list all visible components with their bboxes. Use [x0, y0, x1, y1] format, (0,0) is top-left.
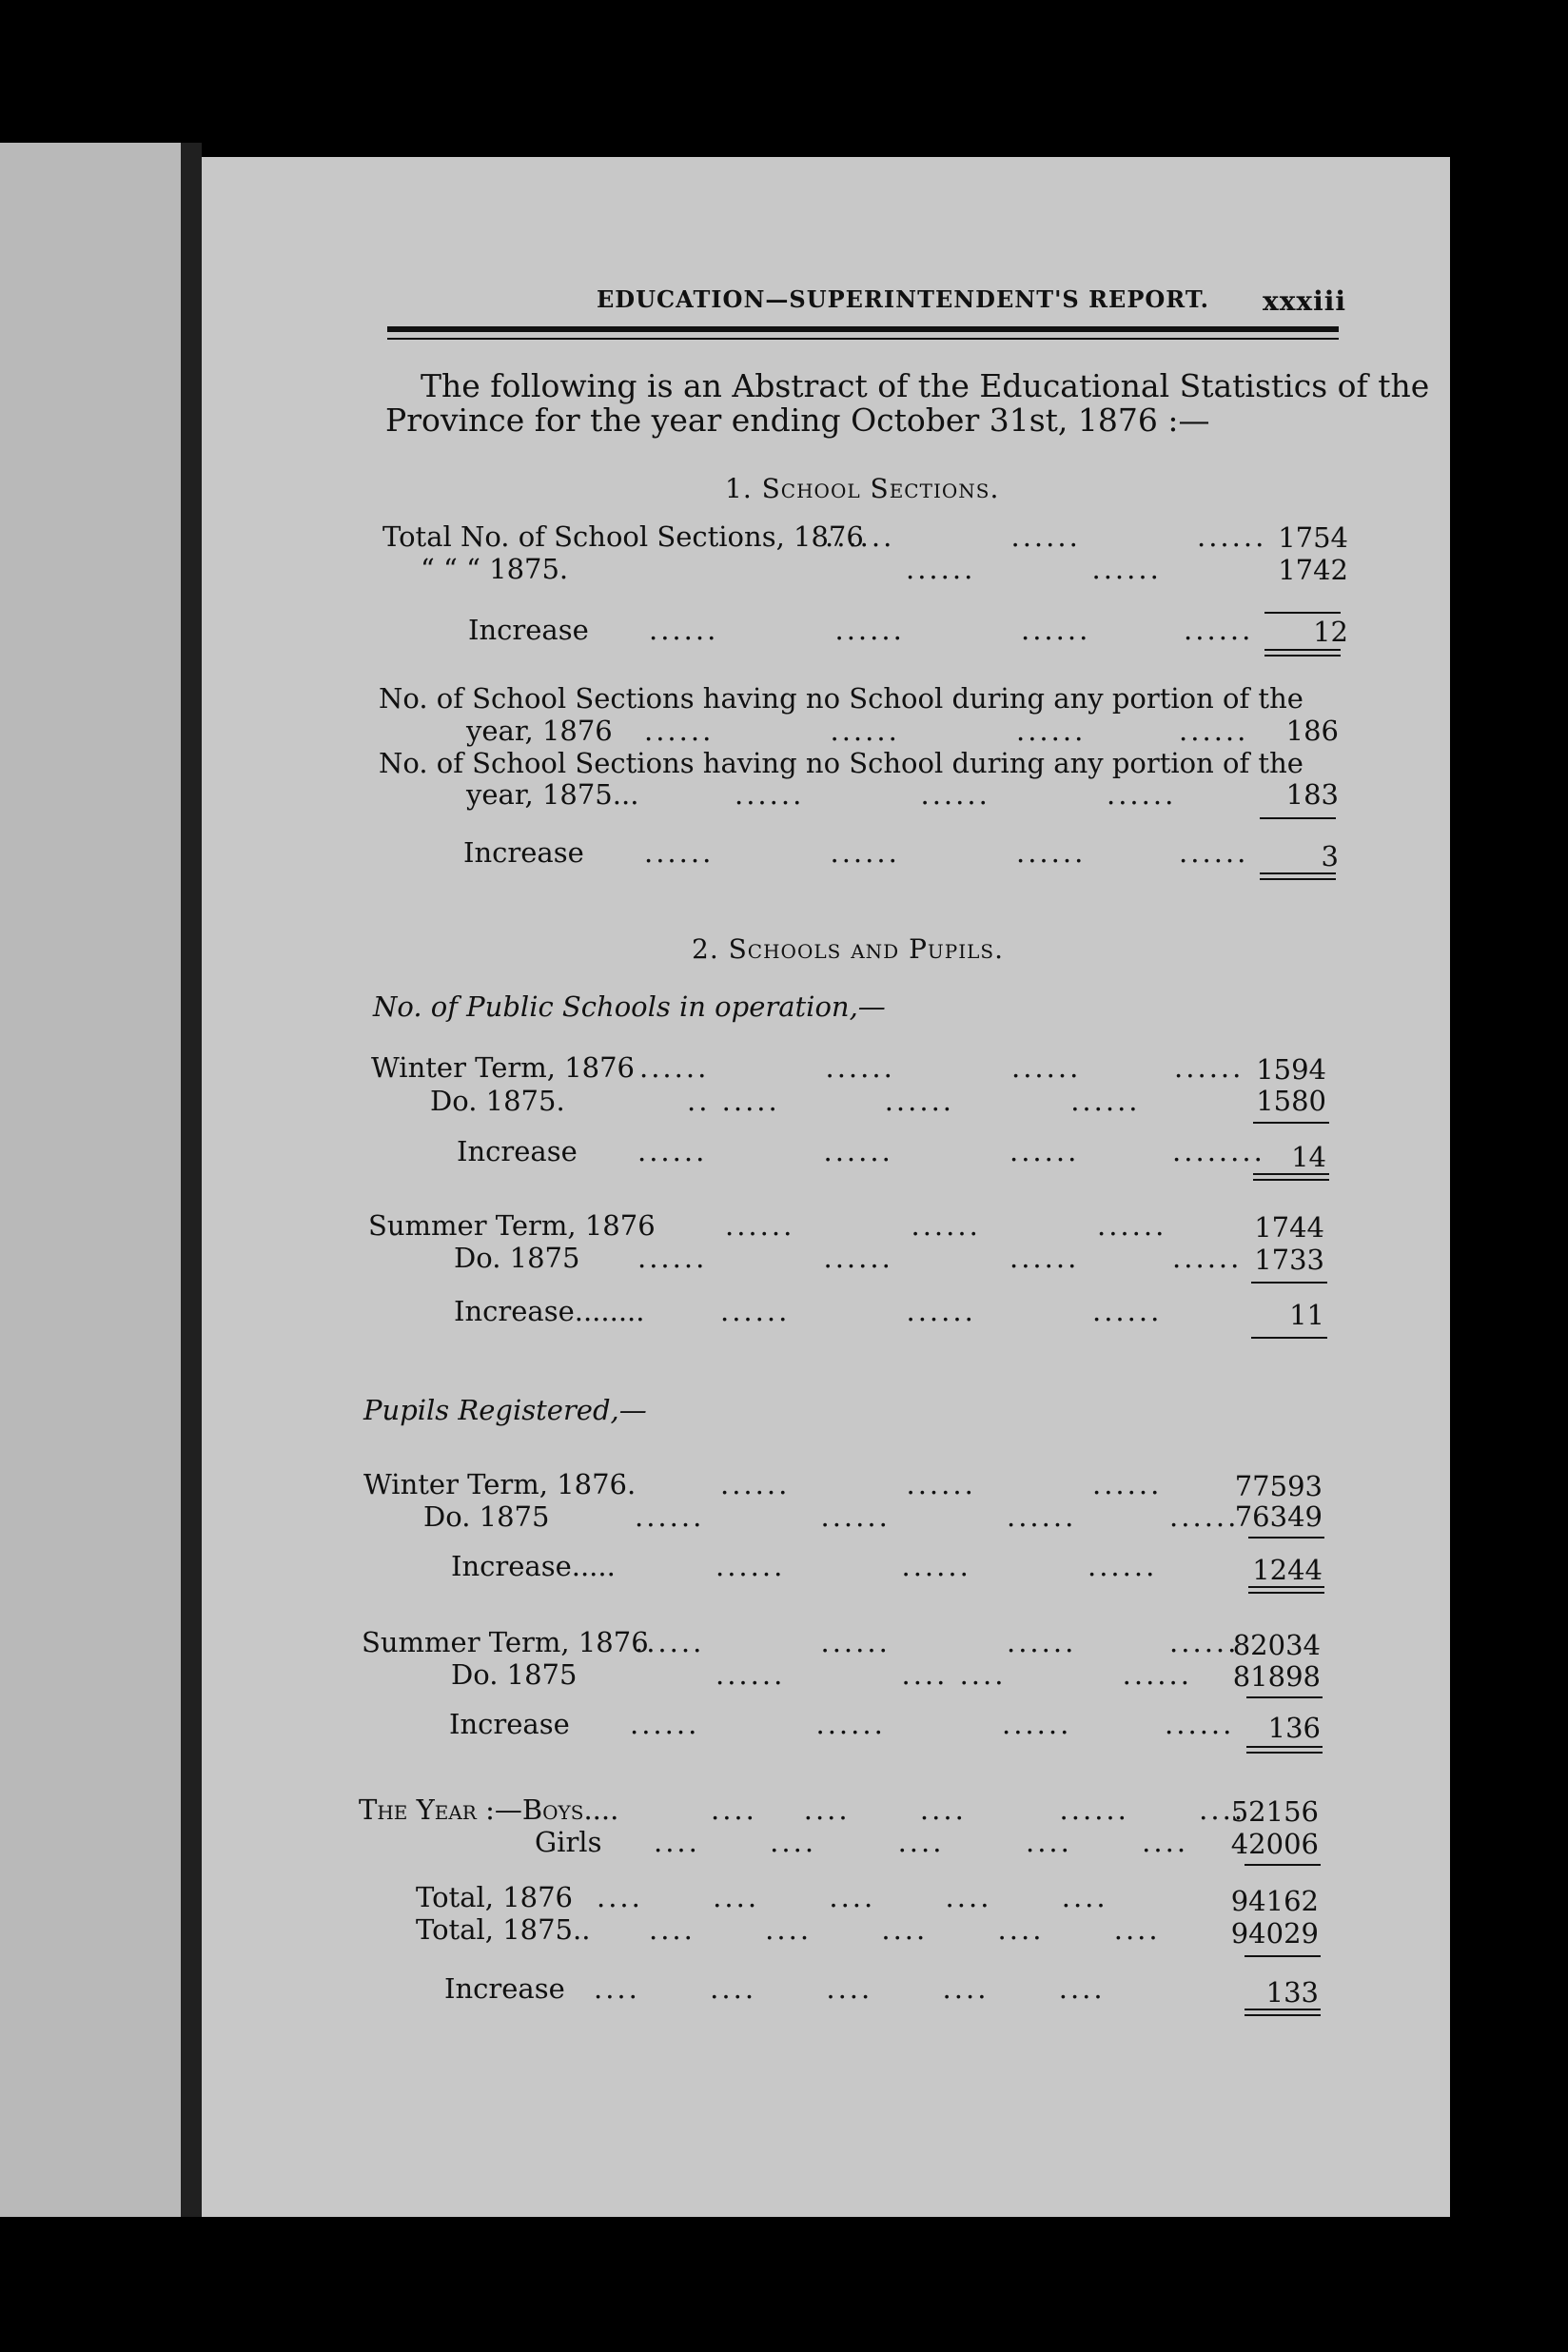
- leader-dots: ...... .... .... ......: [715, 1658, 1192, 1691]
- leader-dots: ...... ...... ...... ......: [639, 1051, 1245, 1084]
- row-value: 11: [1289, 1299, 1324, 1331]
- row-label: The Year :—Boys....: [359, 1793, 619, 1826]
- row-value: 136: [1267, 1712, 1321, 1744]
- sum-rule: [1253, 1122, 1329, 1124]
- leader-dots: ...... ...... ......: [825, 520, 1267, 553]
- left-page-edge: [0, 143, 190, 2217]
- double-rule: [1253, 1179, 1329, 1181]
- row-value: 133: [1265, 1976, 1319, 2009]
- double-rule: [1264, 649, 1341, 651]
- leader-dots: ...... ...... ...... ......: [649, 614, 1254, 646]
- running-header: EDUCATION—SUPERINTENDENT'S REPORT.: [597, 285, 1209, 313]
- leader-dots: .... .... .... .... ....: [649, 1913, 1161, 1946]
- intro-line-1: The following is an Abstract of the Educational Statistics of the: [421, 367, 1430, 404]
- row-label: Do. 1875.: [430, 1085, 565, 1117]
- leader-dots: ...... ...... ...... ........: [637, 1135, 1265, 1167]
- row-value: 1744: [1254, 1211, 1324, 1244]
- row-label: Increase: [457, 1135, 578, 1167]
- row-value: 1754: [1278, 521, 1348, 554]
- header-rule-thick: [387, 326, 1339, 332]
- row-label: Increase: [468, 614, 589, 646]
- row-label: Increase........: [454, 1295, 645, 1327]
- row-label: Increase: [444, 1972, 565, 2005]
- row-label: Do. 1875: [423, 1500, 550, 1533]
- sum-rule: [1260, 817, 1336, 819]
- sum-rule: [1245, 1955, 1321, 1957]
- leader-dots: ...... ...... ......: [735, 778, 1177, 811]
- leader-dots: .. ..... ...... ......: [687, 1085, 1141, 1117]
- row-value: 77593: [1234, 1470, 1323, 1502]
- page-number: xxxiii: [1263, 285, 1346, 317]
- row-label: Winter Term, 1876: [371, 1051, 636, 1084]
- row-value: 1580: [1256, 1085, 1326, 1117]
- header-rule-thin: [387, 338, 1339, 340]
- double-rule: [1245, 2009, 1321, 2010]
- row-value: 1733: [1254, 1244, 1324, 1276]
- row-label: Increase: [463, 836, 584, 869]
- leader-dots: ...... ...... ...... ......: [637, 1242, 1243, 1274]
- row-value: 94029: [1230, 1917, 1319, 1950]
- leader-dots: ...... ...... ......: [720, 1468, 1163, 1500]
- double-rule: [1260, 878, 1336, 880]
- row-value: 12: [1313, 616, 1348, 648]
- sum-rule: [1245, 1864, 1321, 1866]
- leader-dots: ...... ...... ......: [715, 1550, 1158, 1582]
- row-label: Total No. of School Sections, 1876: [382, 520, 864, 553]
- leader-dots: ...... ...... ......: [725, 1209, 1167, 1242]
- row-label: Summer Term, 1876: [362, 1626, 649, 1658]
- row-label: Total, 1876: [416, 1881, 574, 1913]
- leader-dots: ...... ......: [906, 553, 1162, 585]
- sum-rule: [1251, 1282, 1327, 1284]
- intro-line-2: Province for the year ending October 31st, 1876 :—: [385, 402, 1210, 439]
- leader-dots: ...... ...... ......: [720, 1295, 1163, 1327]
- leader-dots: ...... ...... ...... ......: [630, 1708, 1235, 1740]
- row-label: Girls: [535, 1826, 602, 1858]
- section-1-heading: 1. School Sections.: [725, 473, 1000, 504]
- sum-rule: [1246, 1696, 1323, 1698]
- double-rule: [1253, 1173, 1329, 1175]
- row-value: 3: [1321, 840, 1339, 872]
- row-value: 1594: [1256, 1053, 1326, 1086]
- leader-dots: .... .... .... ...... ....: [711, 1793, 1246, 1826]
- row-label: No. of School Sections having no School during any portion of the: [379, 747, 1303, 779]
- row-label: Do. 1875: [451, 1658, 578, 1691]
- row-value: 186: [1285, 715, 1339, 747]
- double-rule: [1248, 1592, 1324, 1594]
- section-2-heading: 2. Schools and Pupils.: [692, 933, 1005, 965]
- leader-dots: ...... ...... ...... ......: [644, 836, 1249, 869]
- row-value: 183: [1285, 778, 1339, 811]
- row-label: Winter Term, 1876.: [363, 1468, 637, 1500]
- row-value: 81898: [1232, 1660, 1321, 1693]
- double-rule: [1248, 1586, 1324, 1588]
- leader-dots: ...... ...... ...... ......: [635, 1626, 1240, 1658]
- sum-rule: [1251, 1337, 1327, 1339]
- double-rule: [1245, 2014, 1321, 2016]
- leader-dots: .... .... .... .... ....: [654, 1826, 1189, 1858]
- row-value: 82034: [1232, 1629, 1321, 1661]
- row-label: Increase: [449, 1708, 570, 1740]
- row-label: year, 1875...: [466, 778, 639, 811]
- row-value: 1742: [1278, 554, 1348, 586]
- subheading-pupils-registered: Pupils Registered,—: [363, 1394, 647, 1426]
- row-label: Total, 1875..: [416, 1913, 591, 1946]
- leader-dots: ...... ...... ...... ......: [644, 715, 1249, 747]
- double-rule: [1246, 1752, 1323, 1754]
- row-label: “ “ “ 1875.: [421, 553, 569, 585]
- row-label: Summer Term, 1876: [368, 1209, 656, 1242]
- row-label: Increase.....: [451, 1550, 616, 1582]
- double-rule: [1260, 872, 1336, 874]
- leader-dots: ...... ...... ...... ......: [635, 1500, 1240, 1533]
- leader-dots: .... .... .... .... ....: [597, 1881, 1108, 1913]
- row-value: 14: [1291, 1141, 1326, 1173]
- page: [202, 157, 1450, 2217]
- book-gutter: [181, 143, 202, 2217]
- leader-dots: .... .... .... .... ....: [594, 1972, 1106, 2005]
- sum-rule: [1248, 1537, 1324, 1539]
- row-value: 52156: [1230, 1795, 1319, 1828]
- double-rule: [1246, 1746, 1323, 1748]
- row-label: No. of School Sections having no School during any portion of the: [379, 682, 1303, 715]
- sum-rule: [1264, 612, 1341, 614]
- subheading-public-schools: No. of Public Schools in operation,—: [373, 990, 886, 1023]
- row-label: Do. 1875: [454, 1242, 580, 1274]
- row-value: 1244: [1252, 1554, 1323, 1586]
- row-label: year, 1876: [466, 715, 613, 747]
- double-rule: [1264, 655, 1341, 657]
- row-value: 76349: [1234, 1500, 1323, 1533]
- row-value: 42006: [1230, 1828, 1319, 1860]
- row-value: 94162: [1230, 1885, 1319, 1917]
